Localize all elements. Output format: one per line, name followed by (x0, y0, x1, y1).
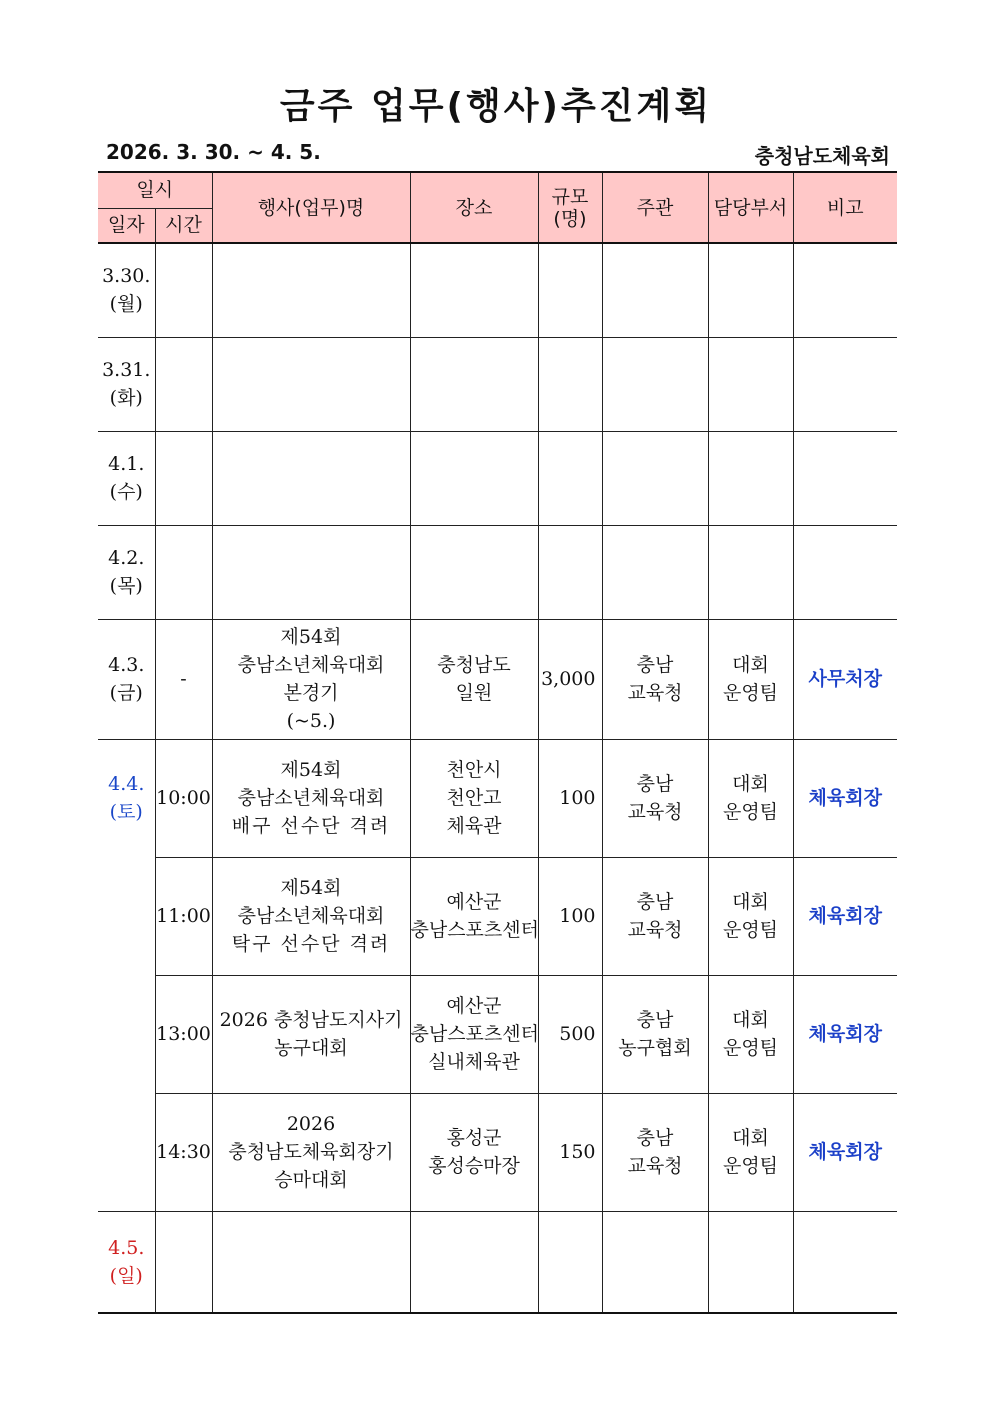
header-time: 시간 (155, 208, 212, 243)
event-cell: 제54회 충남소년체육대회 본경기 (~5.) (212, 619, 410, 739)
dept-cell: 대회 운영팀 (708, 857, 793, 975)
table-row (98, 431, 897, 525)
note-cell: 체육회장 (793, 1093, 897, 1211)
time-cell: 11:00 (155, 857, 212, 975)
table-row (98, 337, 897, 431)
event-cell: 2026 충청남도체육회장기 승마대회 (212, 1093, 410, 1211)
scale-cell: 500 (538, 975, 602, 1093)
table-row (98, 619, 897, 739)
schedule-table (98, 171, 897, 1314)
host-cell: 충남 교육청 (602, 857, 708, 975)
host-cell: 충남 농구협회 (602, 975, 708, 1093)
header-datetime: 일시 (98, 172, 212, 208)
date-cell: 4.4. (토) (98, 739, 155, 1211)
dept-cell: 대회 운영팀 (708, 1093, 793, 1211)
time-cell: 13:00 (155, 975, 212, 1093)
scale-cell: 100 (538, 739, 602, 857)
table-row (98, 739, 897, 857)
time-cell: 14:30 (155, 1093, 212, 1211)
event-cell: 제54회 충남소년체육대회 배구 선수단 격려 (212, 739, 410, 857)
page-title: 금주 업무(행사)추진계획 (279, 86, 713, 127)
header-place: 장소 (410, 172, 538, 243)
scale-cell: 3,000 (538, 619, 602, 739)
place-cell: 충청남도 일원 (410, 619, 538, 739)
place-cell: 예산군 충남스포츠센터 (410, 857, 538, 975)
dept-cell: 대회 운영팀 (708, 739, 793, 857)
event-cell: 2026 충청남도지사기 농구대회 (212, 975, 410, 1093)
header-event: 행사(업무)명 (212, 172, 410, 243)
place-cell: 천안시 천안고 체육관 (410, 739, 538, 857)
header-date: 일자 (98, 208, 155, 243)
host-cell: 충남 교육청 (602, 1093, 708, 1211)
table-row (98, 525, 897, 619)
note-cell: 사무처장 (793, 619, 897, 739)
scale-cell: 150 (538, 1093, 602, 1211)
place-cell: 홍성군 홍성승마장 (410, 1093, 538, 1211)
header-host: 주관 (602, 172, 708, 243)
place-cell: 예산군 충남스포츠센터 실내체육관 (410, 975, 538, 1093)
host-cell: 충남 교육청 (602, 739, 708, 857)
date-cell: 3.31. (화) (98, 337, 155, 431)
table-row (98, 1093, 897, 1211)
dept-cell: 대회 운영팀 (708, 975, 793, 1093)
table-row (98, 975, 897, 1093)
date-cell: 4.1. (수) (98, 431, 155, 525)
dept-cell: 대회 운영팀 (708, 619, 793, 739)
note-cell: 체육회장 (793, 857, 897, 975)
header-scale: 규모 (명) (538, 172, 602, 243)
table-row (98, 1211, 897, 1313)
date-cell: 4.3. (금) (98, 619, 155, 739)
header-dept: 담당부서 (708, 172, 793, 243)
organization-name: 충청남도체육회 (754, 144, 890, 168)
time-cell: - (155, 619, 212, 739)
note-cell: 체육회장 (793, 975, 897, 1093)
date-cell: 4.5. (일) (98, 1211, 155, 1313)
note-cell: 체육회장 (793, 739, 897, 857)
table-row (98, 243, 897, 337)
scale-cell: 100 (538, 857, 602, 975)
event-cell: 제54회 충남소년체육대회 탁구 선수단 격려 (212, 857, 410, 975)
header-note: 비고 (793, 172, 897, 243)
period-label: 2026. 3. 30. ~ 4. 5. (106, 140, 321, 164)
date-cell: 4.2. (목) (98, 525, 155, 619)
table-row (98, 857, 897, 975)
host-cell: 충남 교육청 (602, 619, 708, 739)
date-cell: 3.30. (월) (98, 243, 155, 337)
time-cell: 10:00 (155, 739, 212, 857)
